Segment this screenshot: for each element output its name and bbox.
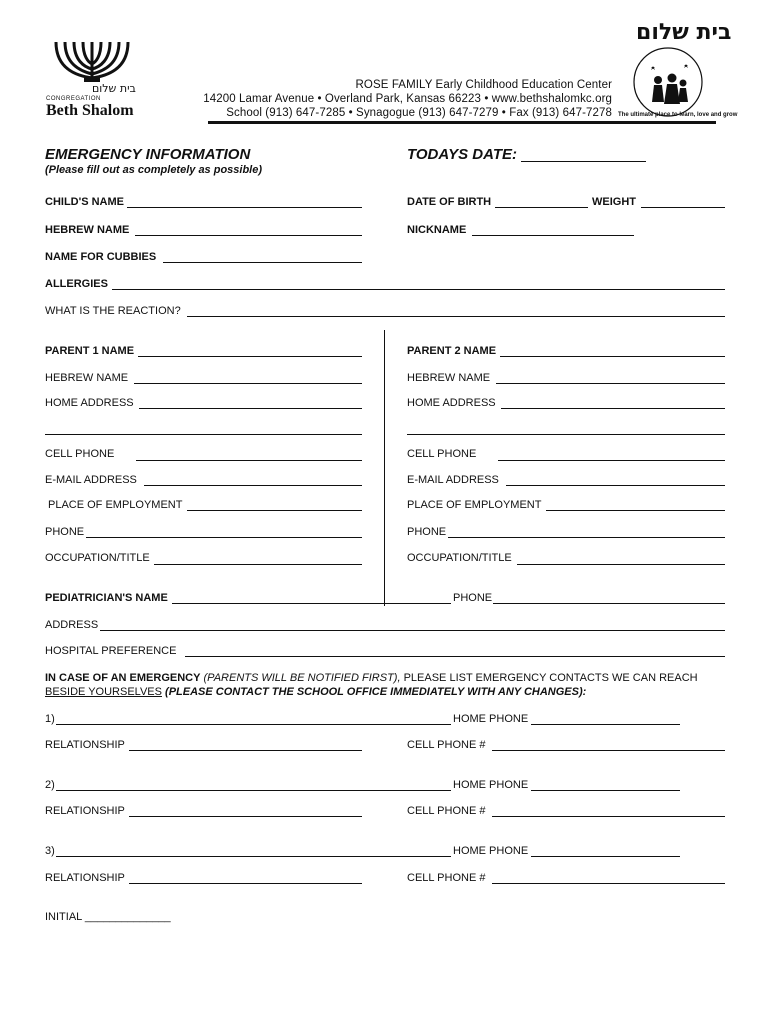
reaction-field[interactable] [187, 316, 725, 317]
parent2-occupation-label: OCCUPATION/TITLE [407, 552, 512, 564]
form-title: EMERGENCY INFORMATION [45, 146, 251, 163]
cubbies-name-label: NAME FOR CUBBIES [45, 251, 157, 263]
form-subtitle: (Please fill out as completely as possible) [45, 164, 263, 176]
contact-home-phone-field[interactable] [531, 724, 680, 725]
parent1-employment-field[interactable] [187, 510, 362, 511]
parent1-employment-label: PLACE OF EMPLOYMENT [48, 499, 183, 511]
childs-name-field[interactable] [127, 207, 362, 208]
parent2-cell-field[interactable] [498, 460, 725, 461]
date-of-birth-label: DATE OF BIRTH [407, 196, 492, 208]
todays-date-label: TODAYS DATE: [407, 146, 518, 163]
parent1-cell-field[interactable] [136, 460, 362, 461]
column-divider [384, 330, 385, 606]
parent2-address-field-2[interactable] [407, 434, 725, 435]
parent2-email-label: E-MAIL ADDRESS [407, 474, 499, 486]
contact-relationship-label: RELATIONSHIP [45, 872, 125, 884]
contact-cell-phone-label: CELL PHONE # [407, 872, 486, 884]
childs-name-label: CHILD'S NAME [45, 196, 125, 208]
hospital-preference-field[interactable] [185, 656, 725, 657]
parent2-cell-label: CELL PHONE [407, 448, 477, 460]
parent1-occupation-field[interactable] [154, 564, 362, 565]
pediatrician-name-field[interactable] [172, 603, 451, 604]
pediatrician-address-field[interactable] [100, 630, 725, 631]
nickname-label: NICKNAME [407, 224, 467, 236]
emergency-intro-line-2 [45, 686, 586, 699]
parent2-phone-field[interactable] [448, 537, 725, 538]
logo-congregation-label: CONGREGATION [46, 96, 101, 102]
emergency-intro-underlined: BESIDE YOURSELVES [45, 686, 162, 698]
parent2-name-field[interactable] [500, 356, 725, 357]
contact-relationship-label: RELATIONSHIP [45, 739, 125, 751]
contact-cell-phone-field[interactable] [492, 816, 725, 817]
parent1-phone-field[interactable] [86, 537, 362, 538]
contact-relationship-field[interactable] [129, 750, 362, 751]
parent1-name-label: PARENT 1 NAME [45, 345, 135, 357]
contact-home-phone-field[interactable] [531, 856, 680, 857]
pediatrician-name-label: PEDIATRICIAN'S NAME [45, 592, 168, 604]
parent2-address-field[interactable] [501, 408, 725, 409]
parent2-phone-label: PHONE [407, 526, 447, 538]
contact-name-field[interactable] [56, 724, 451, 725]
parent1-hebrew-label: HEBREW NAME [45, 372, 129, 384]
parent1-email-label: E-MAIL ADDRESS [45, 474, 137, 486]
emergency-intro-line-1 [45, 672, 698, 685]
contact-home-phone-label: HOME PHONE [453, 713, 529, 725]
contact-number: 3) [45, 845, 55, 857]
parent1-occupation-label: OCCUPATION/TITLE [45, 552, 150, 564]
parent2-employment-label: PLACE OF EMPLOYMENT [407, 499, 542, 511]
parent1-address-label: HOME ADDRESS [45, 397, 134, 409]
hospital-preference-label: HOSPITAL PREFERENCE [45, 645, 177, 657]
parent2-email-field[interactable] [506, 485, 725, 486]
emergency-intro-rest: PLEASE LIST EMERGENCY CONTACTS WE CAN REACH [403, 672, 698, 684]
parent2-address-label: HOME ADDRESS [407, 397, 496, 409]
hebrew-name-label: HEBREW NAME [45, 224, 130, 236]
emergency-intro-bolditalic: (PLEASE CONTACT THE SCHOOL OFFICE IMMEDIATELY WITH ANY CHANGES): [165, 686, 587, 698]
initial-field[interactable]: INITIAL ______________ [45, 911, 171, 923]
badge-hebrew-text: בית שלום [636, 20, 732, 45]
contact-relationship-field[interactable] [129, 883, 362, 884]
contact-name-field[interactable] [56, 856, 451, 857]
center-address: 14200 Lamar Avenue • Overland Park, Kansas 66223 • www.bethshalomkc.org [203, 93, 612, 105]
parent2-hebrew-label: HEBREW NAME [407, 372, 491, 384]
parent2-occupation-field[interactable] [517, 564, 725, 565]
parent1-hebrew-field[interactable] [134, 383, 362, 384]
center-name: ROSE FAMILY Early Childhood Education Center [355, 79, 612, 91]
contact-home-phone-field[interactable] [531, 790, 680, 791]
hebrew-name-field[interactable] [135, 235, 362, 236]
parent1-cell-label: CELL PHONE [45, 448, 115, 460]
pediatrician-phone-field[interactable] [493, 603, 725, 604]
contact-cell-phone-label: CELL PHONE # [407, 739, 486, 751]
allergies-label: ALLERGIES [45, 278, 108, 290]
parent1-address-field-2[interactable] [45, 434, 362, 435]
cubbies-name-field[interactable] [163, 262, 362, 263]
contact-cell-phone-field[interactable] [492, 883, 725, 884]
nickname-field[interactable] [472, 235, 634, 236]
contact-number: 1) [45, 713, 55, 725]
parent2-name-label: PARENT 2 NAME [407, 345, 497, 357]
pediatrician-phone-label: PHONE [453, 592, 493, 604]
contact-cell-phone-field[interactable] [492, 750, 725, 751]
pediatrician-address-label: ADDRESS [45, 619, 99, 631]
emergency-intro-bold: IN CASE OF AN EMERGENCY [45, 672, 201, 684]
contact-home-phone-label: HOME PHONE [453, 845, 529, 857]
contact-home-phone-label: HOME PHONE [453, 779, 529, 791]
weight-label: WEIGHT [592, 196, 636, 208]
center-phones: School (913) 647-7285 • Synagogue (913) 647-7279 • Fax (913) 647-7278 [226, 107, 612, 119]
parent1-phone-label: PHONE [45, 526, 85, 538]
logo-org-name: Beth Shalom [46, 102, 134, 119]
allergies-field[interactable] [112, 289, 725, 290]
badge-tagline: The ultimate place to learn, love and grow [618, 112, 738, 118]
contact-cell-phone-label: CELL PHONE # [407, 805, 486, 817]
contact-relationship-field[interactable] [129, 816, 362, 817]
parent1-address-field[interactable] [139, 408, 362, 409]
reaction-label: WHAT IS THE REACTION? [45, 305, 181, 317]
emergency-intro-italic: (PARENTS WILL BE NOTIFIED FIRST), [203, 672, 401, 684]
parent1-name-field[interactable] [138, 356, 362, 357]
contact-relationship-label: RELATIONSHIP [45, 805, 125, 817]
parent2-employment-field[interactable] [546, 510, 725, 511]
date-of-birth-field[interactable] [495, 207, 588, 208]
logo-hebrew-text: בית שלום [92, 82, 136, 95]
parent2-hebrew-field[interactable] [496, 383, 725, 384]
todays-date-field[interactable] [521, 161, 646, 162]
contact-name-field[interactable] [56, 790, 451, 791]
weight-field[interactable] [641, 207, 725, 208]
header-rule [208, 121, 716, 124]
parent1-email-field[interactable] [144, 485, 362, 486]
contact-number: 2) [45, 779, 55, 791]
